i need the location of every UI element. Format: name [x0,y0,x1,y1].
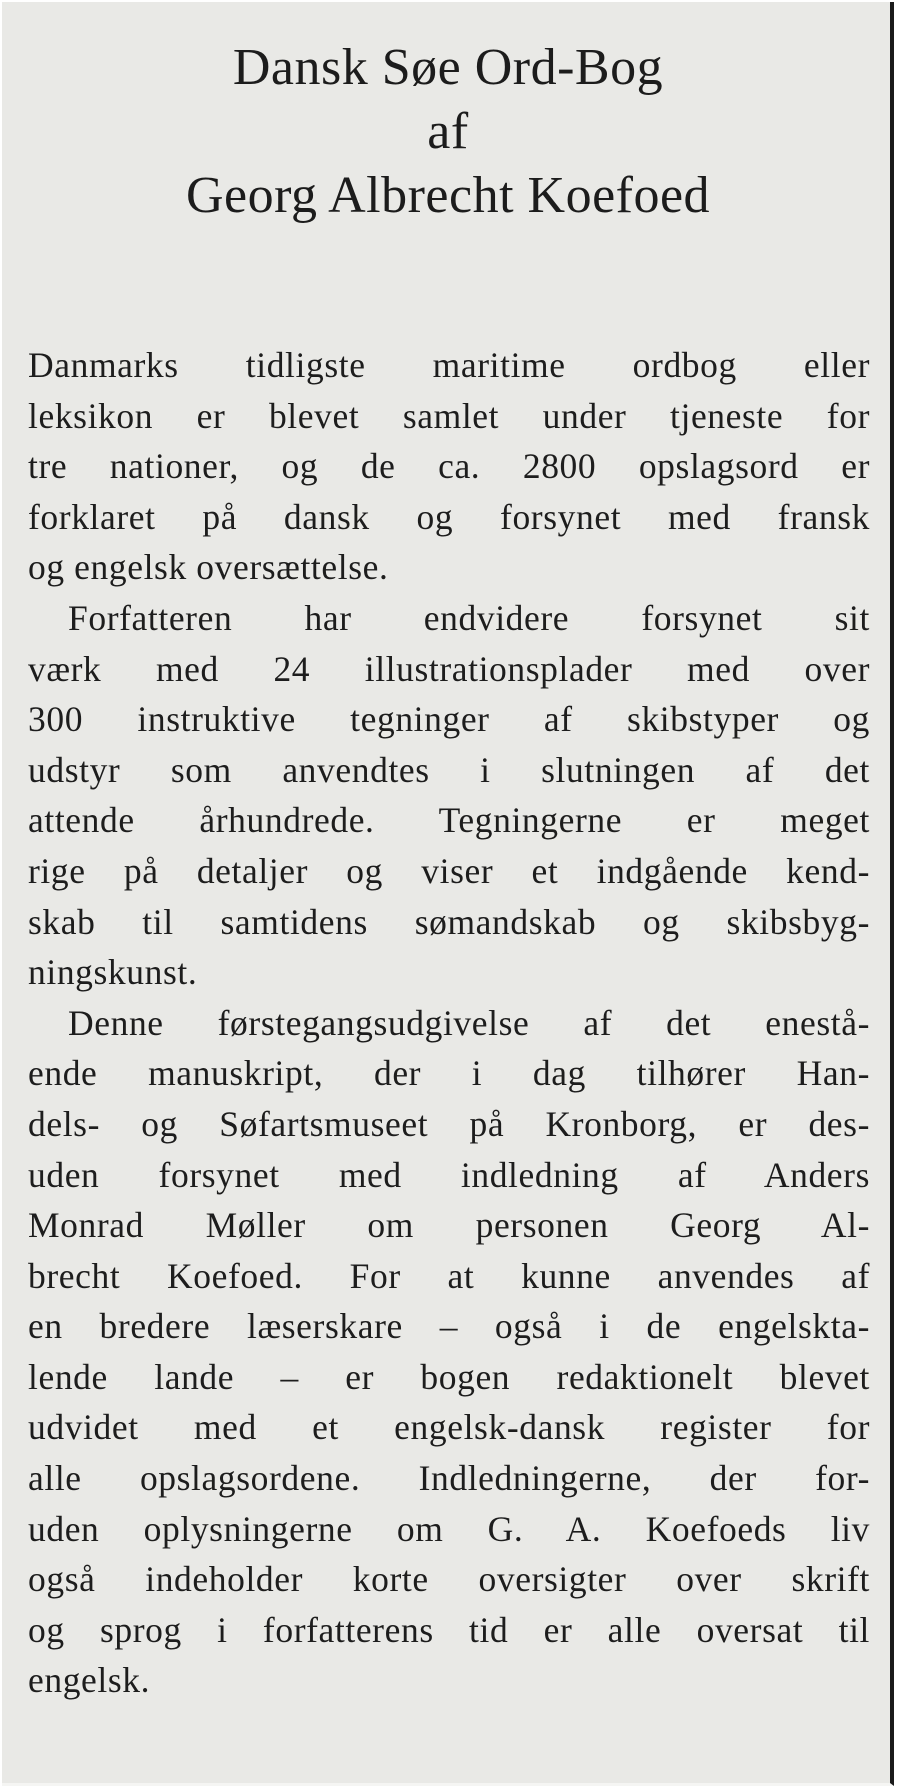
book-cover-page [2,2,894,1786]
text-line: og sprog i forfatterens tid er alle oversat til [28,1609,870,1650]
text-line: også indeholder korte oversigter over skrift [28,1559,870,1600]
text-line: og engelsk oversættelse. [28,547,389,588]
text-line: Danmarks tidligste maritime ordbog eller [28,345,870,385]
text-line: uden oplysningerne om G. A. Koefoeds liv [28,1508,870,1549]
text-line: udvidet med et engelsk-dansk register for [28,1407,870,1448]
text-line: skab til samtidens sømandskab og skibsbyg- [28,901,870,942]
text-line: alle opslagsordene. Indledningerne, der for- [28,1458,870,1499]
text-line: leksikon er blevet samlet under tjeneste for [28,395,870,436]
text-line: udstyr som anvendtes i slutningen af det [28,749,870,790]
text-line: ende manuskript, der i dag tilhører Han- [28,1053,870,1094]
text-line: tre nationer, og de ca. 2800 opslagsord er [28,446,870,487]
text-line: lende lande – er bogen redaktionelt blevet [28,1356,870,1397]
text-line: en bredere læserskare – også i de engelskta- [28,1306,870,1347]
text-line: uden forsynet med indledning af Anders [28,1154,870,1195]
title-af: af [427,103,469,160]
text-line: attende århundrede. Tegningerne er meget [28,800,870,841]
text-line: 300 instruktive tegninger af skibstyper og [28,699,870,740]
text-line: dels- og Søfartsmuseet på Kronborg, er des- [28,1103,870,1144]
title-block [2,36,894,228]
title-author: Georg Albrecht Koefoed [185,167,711,224]
text-line: ningskunst. [28,952,198,993]
text-line: brecht Koefoed. For at kunne anvendes af [28,1255,870,1296]
text-line: værk med 24 illustrationsplader med over [28,648,870,689]
description-text [28,340,870,1706]
title-main: Dansk Søe Ord-Bog [232,39,664,96]
text-line: Forfatteren har endvidere forsynet sit [68,597,870,638]
text-line: Denne førstegangsudgivelse af det enestå- [68,1002,870,1043]
text-line: rige på detaljer og viser et indgående kend- [28,850,870,891]
text-line: forklaret på dansk og forsynet med fransk [28,496,870,537]
text-line: engelsk. [28,1660,151,1701]
text-line: Monrad Møller om personen Georg Al- [28,1205,870,1246]
